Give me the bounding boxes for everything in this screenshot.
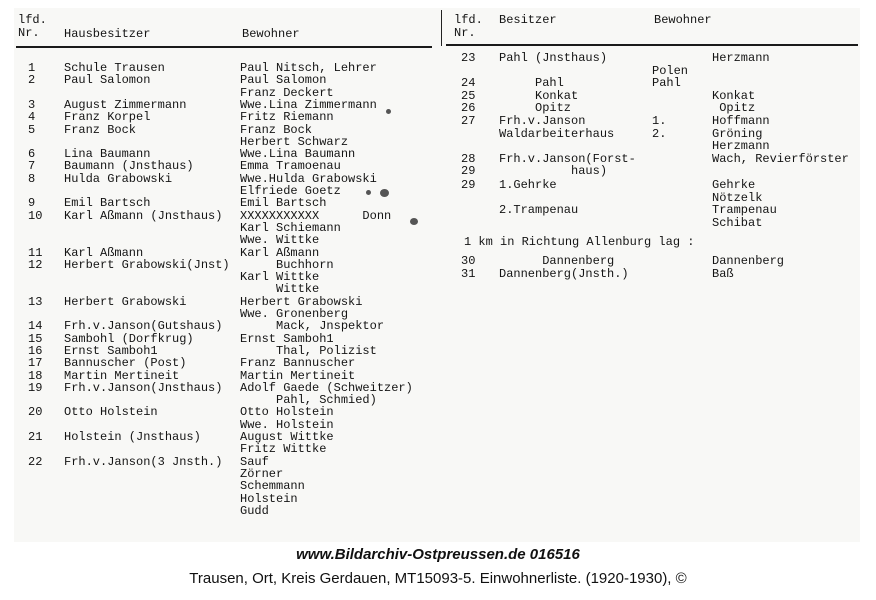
right-row-resident: Baß: [712, 267, 734, 281]
left-row-resident: Karl Wittke: [240, 270, 320, 285]
right-row-resident: Nötzelk: [712, 191, 763, 205]
right-row-resident: Hoffmann: [712, 114, 770, 128]
left-row-resident: Wwe. Holstein: [240, 417, 334, 432]
right-row-owner: Dannenberg(Jnsth.): [499, 267, 629, 281]
left-row-resident: Franz Bannuscher: [240, 356, 356, 371]
left-row-number: 22: [28, 454, 43, 469]
left-row-resident: Franz Bock: [240, 122, 313, 137]
right-row-resident: Opitz: [712, 101, 756, 115]
right-row-owner: Frh.v.Janson(Forst-: [499, 152, 636, 166]
right-row-resident: Konkat: [712, 89, 756, 103]
left-row-number: 2: [28, 73, 36, 88]
left-row-owner: Herbert Grabowski: [64, 294, 187, 309]
left-row-resident: Paul Nitsch, Lehrer: [240, 61, 377, 75]
right-row-marker: 2.: [652, 127, 667, 141]
right-header-rule: [446, 44, 858, 46]
left-row-resident: Thal, Polizist: [240, 343, 377, 358]
archive-caption-url: www.Bildarchiv-Ostpreussen.de 016516: [296, 546, 580, 563]
left-row-owner: Martin Mertineit: [64, 368, 180, 383]
right-row-resident: Herzmann: [712, 139, 770, 153]
left-row-resident: Wwe. Gronenberg: [240, 307, 349, 321]
left-row-resident: Holstein: [240, 491, 298, 506]
left-row-resident: Gudd: [240, 503, 269, 518]
left-row-resident: Emma Tramoenau: [240, 159, 341, 174]
right-row-marker: Polen: [652, 64, 689, 78]
archive-caption-description: Trausen, Ort, Kreis Gerdauen, MT15093-5. Einwohnerliste. (1920-1930), ©: [189, 570, 687, 587]
left-row-number: 13: [28, 294, 43, 309]
left-row-resident: XXXXXXXXXXX Donn: [240, 208, 392, 223]
left-row-resident: Herbert Schwarz: [240, 134, 349, 149]
left-row-number: 15: [28, 331, 43, 346]
right-row-owner: Dannenberg: [499, 254, 615, 268]
left-row-resident: Emil Bartsch: [240, 196, 327, 211]
right-row-marker: Pahl: [652, 76, 681, 90]
left-row-owner: Baumann (Jnsthaus): [64, 159, 194, 174]
left-row-resident: Wwe. Wittke: [240, 233, 320, 248]
right-row-number: 26: [461, 101, 476, 115]
left-row-resident: Wwe.Lina Baumann: [240, 147, 356, 162]
right-row-number: 23: [461, 51, 476, 65]
left-row-resident: Fritz Wittke: [240, 442, 327, 457]
right-row-owner: Waldarbeiterhaus: [499, 127, 615, 141]
ink-smudge: [380, 189, 389, 197]
left-row-owner: Hulda Grabowski: [64, 171, 173, 186]
left-row-resident: Wwe.Lina Zimmermann: [240, 97, 377, 112]
right-header-nr: lfd. Nr.: [454, 13, 483, 40]
left-row-number: 5: [28, 122, 36, 137]
left-row-owner: Karl Aßmann: [64, 245, 144, 260]
left-row-owner: Emil Bartsch: [64, 196, 151, 211]
left-row-resident: Herbert Grabowski: [240, 294, 363, 309]
right-row-owner: Konkat: [499, 89, 579, 103]
left-row-number: 9: [28, 196, 36, 211]
right-row-resident: Dannenberg: [712, 254, 785, 268]
left-row-number: 21: [28, 430, 43, 444]
route-note: 1 km in Richtung Allenburg lag :: [464, 235, 695, 249]
left-row-number: 7: [28, 159, 36, 174]
left-row-owner: Schule Trausen: [64, 61, 165, 75]
left-row-owner: Franz Korpel: [64, 110, 151, 125]
left-row-resident: Adolf Gaede (Schweitzer): [240, 380, 413, 395]
right-row-number: 27: [461, 114, 476, 128]
left-row-owner: Herbert Grabowski(Jnst): [64, 257, 230, 272]
left-row-resident: Schemmann: [240, 479, 305, 494]
right-row-owner: 2.Trampenau: [499, 203, 579, 217]
right-row-number: 29: [461, 164, 476, 178]
right-header-resident: Bewohner: [654, 13, 712, 27]
right-header-owner: Besitzer: [499, 13, 557, 27]
right-row-number: 29: [461, 178, 476, 192]
left-row-number: 12: [28, 257, 43, 272]
left-row-number: 1: [28, 61, 36, 75]
left-row-owner: Karl Aßmann (Jnsthaus): [64, 208, 223, 223]
left-header-rule: [16, 46, 432, 48]
left-row-owner: Otto Holstein: [64, 405, 158, 420]
right-row-owner: Pahl (Jnsthaus): [499, 51, 608, 65]
left-row-resident: Wwe.Hulda Grabowski: [240, 171, 377, 186]
left-row-owner: Bannuscher (Post): [64, 356, 187, 371]
left-row-owner: Ernst Samboh1: [64, 343, 158, 358]
left-row-number: 6: [28, 147, 36, 162]
right-row-number: 30: [461, 254, 476, 268]
left-row-number: 8: [28, 171, 36, 186]
left-row-owner: Frh.v.Janson(Gutshaus): [64, 319, 223, 334]
right-row-owner: Opitz: [499, 101, 572, 115]
left-row-number: 11: [28, 245, 43, 260]
ink-smudge: [366, 190, 371, 195]
right-row-resident: Gehrke: [712, 178, 756, 192]
left-header-resident: Bewohner: [242, 27, 300, 41]
left-row-owner: Paul Salomon: [64, 73, 151, 88]
left-header-nr: lfd. Nr.: [18, 13, 47, 40]
left-row-resident: Franz Deckert: [240, 85, 334, 100]
right-row-resident: Herzmann: [712, 51, 770, 65]
left-header-owner: Hausbesitzer: [64, 27, 151, 41]
left-row-resident: Buchhorn: [240, 257, 334, 272]
left-row-resident: Karl Aßmann: [240, 245, 320, 260]
right-row-owner: Pahl: [499, 76, 564, 90]
left-row-resident: Karl Schiemann: [240, 220, 341, 235]
left-row-resident: Wittke: [240, 282, 320, 297]
right-row-resident: Gröning: [712, 127, 763, 141]
left-row-number: 4: [28, 110, 36, 125]
left-row-owner: Frh.v.Janson(3 Jnsth.): [64, 454, 223, 469]
left-row-resident: Otto Holstein: [240, 405, 334, 420]
left-row-resident: Paul Salomon: [240, 73, 327, 88]
right-row-resident: Schibat: [712, 216, 763, 230]
left-row-resident: Fritz Riemann: [240, 110, 334, 125]
left-row-number: 14: [28, 319, 43, 334]
right-row-owner: Frh.v.Janson: [499, 114, 586, 128]
left-row-resident: Ernst Samboh1: [240, 331, 334, 346]
left-row-number: 17: [28, 356, 43, 371]
left-row-resident: Pahl, Schmied): [240, 393, 377, 408]
right-row-resident: Trampenau: [712, 203, 777, 217]
left-row-number: 19: [28, 380, 43, 395]
left-row-resident: Sauf: [240, 454, 269, 469]
left-row-number: 3: [28, 97, 36, 112]
ink-smudge: [386, 109, 391, 114]
left-row-resident: Mack, Jnspektor: [240, 319, 385, 334]
left-row-number: 16: [28, 343, 43, 358]
left-row-number: 18: [28, 368, 43, 383]
right-row-number: 28: [461, 152, 476, 166]
column-divider: [441, 10, 442, 46]
right-row-number: 31: [461, 267, 476, 281]
right-row-resident: Wach, Revierförster: [712, 152, 849, 166]
left-row-resident: Elfriede Goetz: [240, 184, 341, 198]
right-row-number: 25: [461, 89, 476, 103]
left-row-number: 20: [28, 405, 43, 420]
right-row-number: 24: [461, 76, 476, 90]
left-row-resident: August Wittke: [240, 430, 334, 444]
left-row-owner: Sambohl (Dorfkrug): [64, 331, 194, 346]
left-row-owner: Frh.v.Janson(Jnsthaus): [64, 380, 223, 395]
right-row-owner: haus): [499, 164, 608, 178]
left-row-owner: Lina Baumann: [64, 147, 151, 162]
left-row-owner: August Zimmermann: [64, 97, 187, 112]
left-row-owner: Holstein (Jnsthaus): [64, 430, 201, 444]
left-row-number: 10: [28, 208, 43, 223]
left-row-resident: Martin Mertineit: [240, 368, 356, 383]
left-row-owner: Franz Bock: [64, 122, 137, 137]
right-row-owner: 1.Gehrke: [499, 178, 557, 192]
ink-smudge: [410, 218, 418, 225]
left-row-resident: Zörner: [240, 466, 284, 481]
right-row-marker: 1.: [652, 114, 667, 128]
